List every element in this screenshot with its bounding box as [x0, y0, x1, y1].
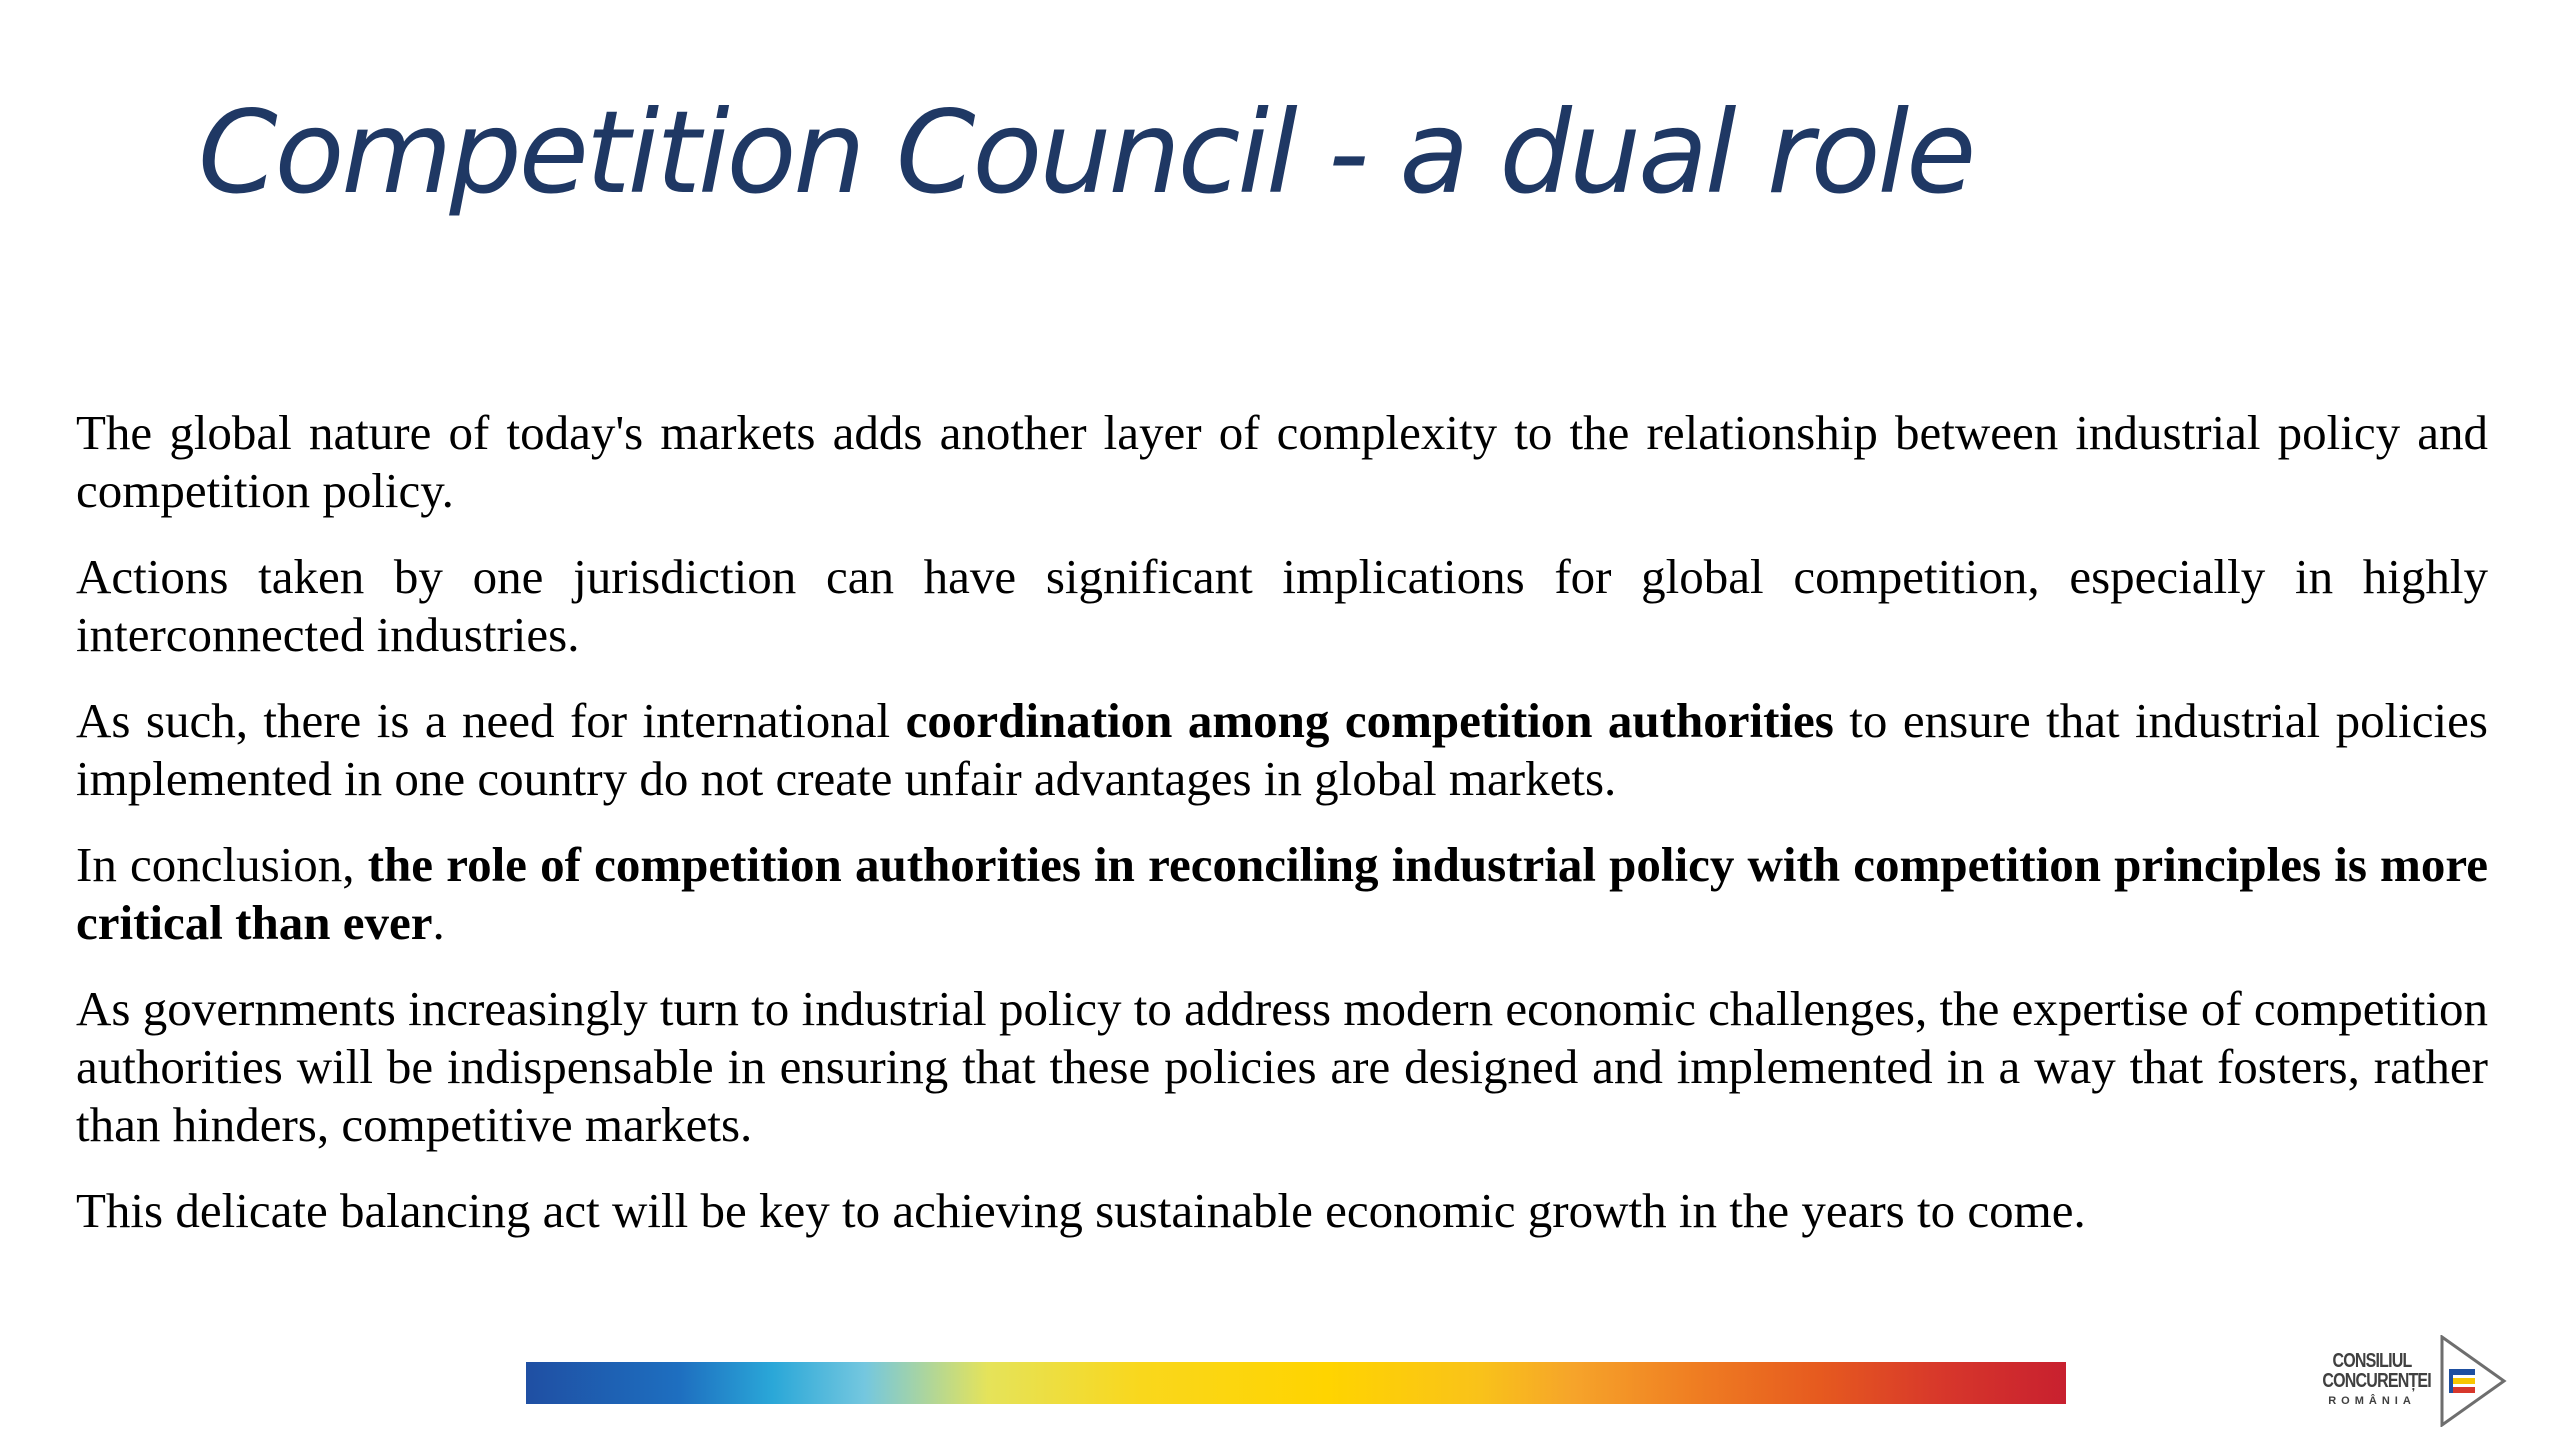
paragraph-6 — [76, 1182, 2488, 1240]
paragraph-3-text-end: to ensure that industrial policies implemented in one country do not create unfair advantages in global markets. — [76, 693, 2488, 806]
paragraph-3-text-start: As such, there is a need for international — [76, 693, 906, 748]
paragraph-5 — [76, 980, 2488, 1154]
logo-line-consiliul: CONSILIUL — [2332, 1350, 2412, 1372]
consiliul-concurentei-logo — [2310, 1335, 2520, 1427]
paragraph-4 — [76, 836, 2488, 952]
paragraph-3-bold-phrase: coordination among competition authorities — [905, 693, 1834, 748]
logo-text — [2310, 1351, 2434, 1407]
paragraph-4-bold-phrase: the role of competition authorities in reconciling industrial policy with competition principles is more critical than ever — [76, 837, 2488, 950]
paragraph-1 — [76, 404, 2488, 520]
decorative-gradient-bar — [526, 1362, 2066, 1404]
paragraph-3 — [76, 692, 2488, 808]
paragraph-4-text-end: . — [432, 895, 445, 950]
slide-body — [76, 404, 2488, 1268]
paragraph-5-text: As governments increasingly turn to industrial policy to address modern economic challenges, the expertise of competition authorities will be indispensable in ensuring that these policies are designed and implemented in a way that fosters, rather than hinders, competitive markets. — [76, 981, 2488, 1152]
paragraph-6-text: This delicate balancing act will be key to achieving sustainable economic growth in the years to come. — [76, 1183, 2086, 1238]
triangle-flag-icon — [2438, 1335, 2508, 1427]
logo-line-concurentei: CONCURENȚEI — [2322, 1370, 2431, 1392]
logo-line-romania: ROMÂNIA — [2328, 1395, 2416, 1407]
paragraph-2-text: Actions taken by one jurisdiction can have significant implications for global competition, especially in highly interconnected industries. — [76, 549, 2488, 662]
paragraph-2 — [76, 548, 2488, 664]
paragraph-1-text: The global nature of today's markets adds another layer of complexity to the relationship between industrial policy and competition policy. — [76, 405, 2488, 518]
paragraph-4-text-start: In conclusion, — [76, 837, 368, 892]
slide-title: Competition Council - a dual role — [198, 86, 1974, 219]
